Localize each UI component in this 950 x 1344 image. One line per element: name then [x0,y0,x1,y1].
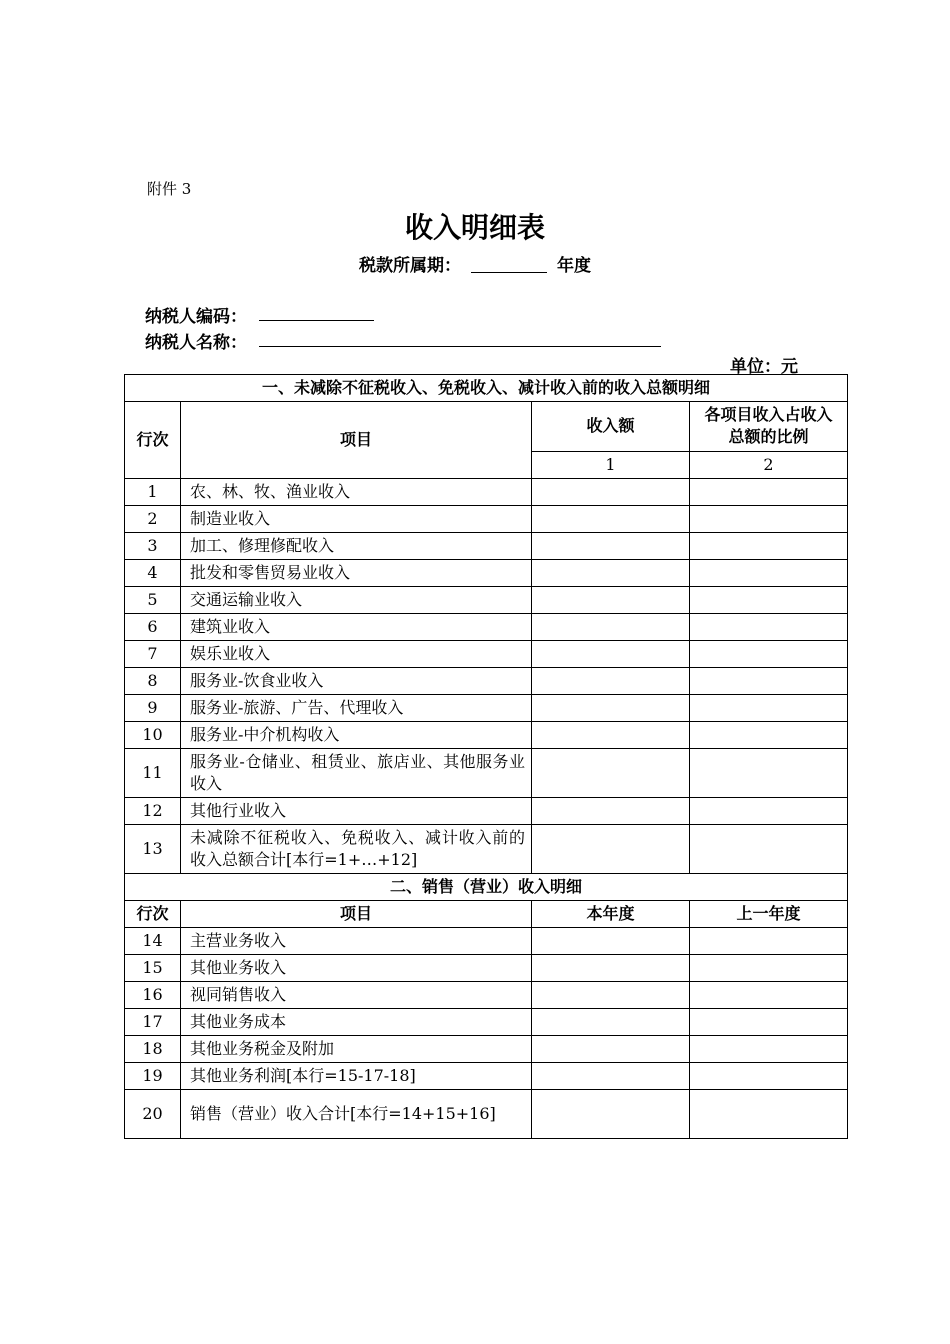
row-item-label: 销售（营业）收入合计[本行=14+15+16] [181,1090,532,1139]
section2-header-row [125,874,848,901]
row-number: 20 [125,1090,181,1139]
section1-header: 一、未减除不征税收入、免税收入、减计收入前的收入总额明细 [125,375,848,402]
row-value-cell-2[interactable] [690,798,848,825]
row-value-cell-2[interactable] [690,1063,848,1090]
row-value-cell-1[interactable] [532,1063,690,1090]
row-number: 6 [125,614,181,641]
section1-col-item: 项目 [181,402,532,479]
income-table-body [125,375,848,1139]
row-number: 11 [125,749,181,798]
row-value-cell-1[interactable] [532,928,690,955]
table-row [125,1063,848,1090]
row-number: 5 [125,587,181,614]
row-value-cell-1[interactable] [532,614,690,641]
row-value-cell-1[interactable] [532,1009,690,1036]
row-value-cell-1[interactable] [532,479,690,506]
row-value-cell-1[interactable] [532,825,690,874]
taxpayer-name-label: 纳税人名称： [145,333,247,353]
row-item-label: 其他业务收入 [181,955,532,982]
row-value-cell-2[interactable] [690,479,848,506]
taxpayer-code-field [145,302,247,327]
row-item-label: 服务业-饮食业收入 [181,668,532,695]
row-value-cell-2[interactable] [690,641,848,668]
table-row [125,1090,848,1139]
row-value-cell-1[interactable] [532,1036,690,1063]
row-value-cell-2[interactable] [690,955,848,982]
tax-period-label: 税款所属期： [359,256,461,276]
table-row [125,825,848,874]
taxpayer-code-label: 纳税人编码： [145,307,247,327]
row-item-label: 主营业务收入 [181,928,532,955]
row-value-cell-2[interactable] [690,928,848,955]
section1-colhead-row [125,402,848,452]
row-value-cell-2[interactable] [690,695,848,722]
row-value-cell-1[interactable] [532,798,690,825]
table-row [125,798,848,825]
taxpayer-name-field [145,328,247,353]
row-value-cell-2[interactable] [690,506,848,533]
row-value-cell-2[interactable] [690,722,848,749]
page-title: 收入明细表 [404,211,545,244]
section1-col-ratio: 各项目收入占收入总额的比例 [690,402,848,452]
row-number: 15 [125,955,181,982]
row-item-label: 其他业务利润[本行=15-17-18] [181,1063,532,1090]
table-row [125,506,848,533]
tax-period [0,251,950,276]
row-value-cell-1[interactable] [532,955,690,982]
tax-period-suffix: 年度 [557,256,591,276]
row-number: 3 [125,533,181,560]
row-value-cell-2[interactable] [690,1009,848,1036]
row-value-cell-2[interactable] [690,668,848,695]
row-value-cell-2[interactable] [690,587,848,614]
section1-col-amount-num: 1 [532,451,690,478]
table-row [125,982,848,1009]
section2-col-row-no: 行次 [125,901,181,928]
table-row [125,560,848,587]
row-item-label: 服务业-仓储业、租赁业、旅店业、其他服务业收入 [181,749,532,798]
row-value-cell-1[interactable] [532,506,690,533]
row-value-cell-2[interactable] [690,1090,848,1139]
table-row [125,533,848,560]
table-row [125,614,848,641]
row-number: 17 [125,1009,181,1036]
tax-period-blank[interactable] [471,256,547,273]
row-number: 19 [125,1063,181,1090]
table-row [125,749,848,798]
row-value-cell-1[interactable] [532,641,690,668]
section2-col-current: 本年度 [532,901,690,928]
row-item-label: 交通运输业收入 [181,587,532,614]
row-number: 16 [125,982,181,1009]
unit-label: 单位：元 [730,357,798,377]
row-number: 1 [125,479,181,506]
row-item-label: 视同销售收入 [181,982,532,1009]
row-value-cell-1[interactable] [532,587,690,614]
row-value-cell-2[interactable] [690,749,848,798]
row-value-cell-1[interactable] [532,1090,690,1139]
row-value-cell-1[interactable] [532,668,690,695]
section1-col-ratio-num: 2 [690,451,848,478]
section2-colhead-row [125,901,848,928]
section1-col-row-no: 行次 [125,402,181,479]
row-item-label: 农、林、牧、渔业收入 [181,479,532,506]
row-value-cell-2[interactable] [690,560,848,587]
row-value-cell-1[interactable] [532,695,690,722]
taxpayer-code-blank[interactable] [259,319,374,321]
row-item-label: 建筑业收入 [181,614,532,641]
row-value-cell-2[interactable] [690,1036,848,1063]
row-value-cell-2[interactable] [690,982,848,1009]
row-number: 7 [125,641,181,668]
row-value-cell-1[interactable] [532,722,690,749]
row-item-label: 制造业收入 [181,506,532,533]
section1-header-row [125,375,848,402]
row-number: 14 [125,928,181,955]
row-value-cell-2[interactable] [690,825,848,874]
row-value-cell-1[interactable] [532,560,690,587]
row-item-label: 加工、修理修配收入 [181,533,532,560]
table-row [125,641,848,668]
table-row [125,1036,848,1063]
row-item-label: 其他业务成本 [181,1009,532,1036]
table-row [125,928,848,955]
table-row [125,668,848,695]
section2-header: 二、销售（营业）收入明细 [125,874,848,901]
row-number: 18 [125,1036,181,1063]
row-item-label: 娱乐业收入 [181,641,532,668]
row-value-cell-1[interactable] [532,533,690,560]
table-row [125,1009,848,1036]
income-detail-table [124,374,848,1139]
row-item-label: 其他业务税金及附加 [181,1036,532,1063]
table-row [125,587,848,614]
row-item-label: 未减除不征税收入、免税收入、减计收入前的收入总额合计[本行=1+…+12] [181,825,532,874]
row-value-cell-2[interactable] [690,614,848,641]
table-row [125,722,848,749]
row-number: 4 [125,560,181,587]
row-value-cell-2[interactable] [690,533,848,560]
table-row [125,695,848,722]
row-item-label: 其他行业收入 [181,798,532,825]
row-value-cell-1[interactable] [532,749,690,798]
row-number: 8 [125,668,181,695]
row-item-label: 服务业-中介机构收入 [181,722,532,749]
row-number: 12 [125,798,181,825]
table-row [125,479,848,506]
section1-col-amount: 收入额 [532,402,690,452]
row-number: 9 [125,695,181,722]
attachment-label: 附件 3 [147,180,192,198]
section2-col-previous: 上一年度 [690,901,848,928]
table-row [125,955,848,982]
row-number: 2 [125,506,181,533]
row-number: 10 [125,722,181,749]
row-number: 13 [125,825,181,874]
row-item-label: 服务业-旅游、广告、代理收入 [181,695,532,722]
row-value-cell-1[interactable] [532,982,690,1009]
taxpayer-name-blank[interactable] [259,345,661,347]
row-item-label: 批发和零售贸易业收入 [181,560,532,587]
section2-col-item: 项目 [181,901,532,928]
